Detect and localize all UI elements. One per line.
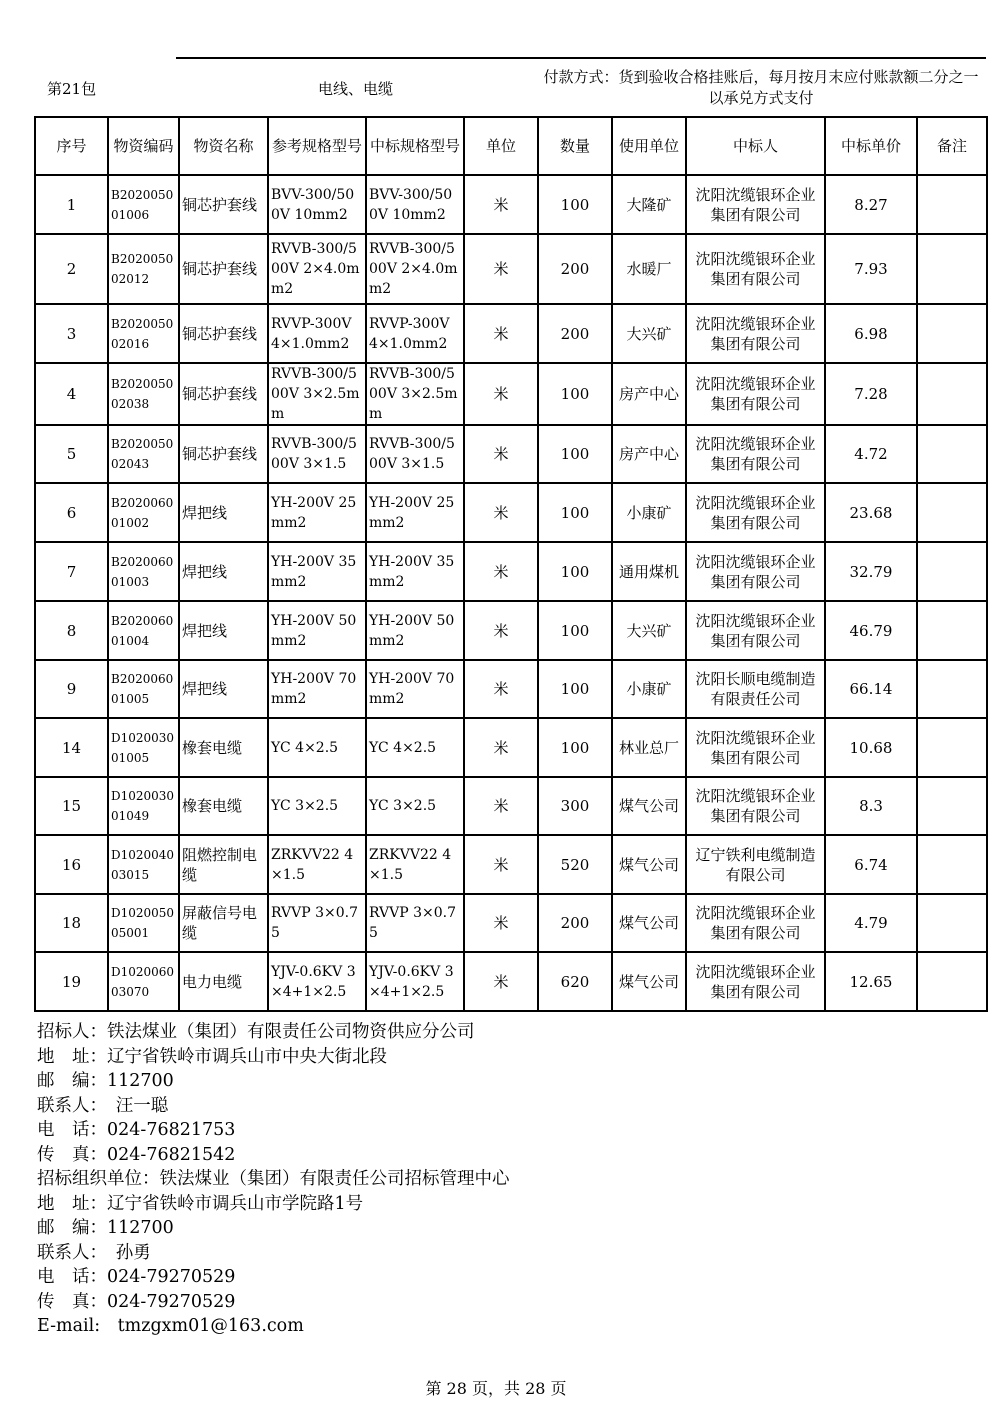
unit-price: 66.14 bbox=[825, 660, 917, 718]
winning-bidder: 沈阳沈缆银环企业集团有限公司 bbox=[686, 542, 825, 601]
contact-line: 电 话：024-76821753 bbox=[37, 1120, 236, 1140]
unit: 米 bbox=[464, 660, 538, 718]
remark bbox=[917, 234, 987, 304]
user-unit: 小康矿 bbox=[612, 660, 686, 718]
row-no: 2 bbox=[35, 234, 108, 304]
col-header-qty: 数量 bbox=[538, 117, 612, 175]
unit-price: 32.79 bbox=[825, 542, 917, 601]
winning-bidder: 沈阳沈缆银环企业集团有限公司 bbox=[686, 601, 825, 660]
user-unit: 林业总厂 bbox=[612, 718, 686, 777]
winning-bidder: 沈阳沈缆银环企业集团有限公司 bbox=[686, 425, 825, 483]
unit-price: 8.27 bbox=[825, 175, 917, 234]
unit-price: 7.93 bbox=[825, 234, 917, 304]
unit: 米 bbox=[464, 175, 538, 234]
unit: 米 bbox=[464, 718, 538, 777]
table-row bbox=[35, 718, 987, 777]
ref-spec: YJV-0.6KV 3×4+1×2.5 bbox=[268, 952, 366, 1011]
win-spec: RVVB-300/500V 2×4.0mm2 bbox=[366, 234, 464, 304]
remark bbox=[917, 483, 987, 542]
col-header-code: 物资编码 bbox=[108, 117, 179, 175]
winning-bidder: 沈阳沈缆银环企业集团有限公司 bbox=[686, 234, 825, 304]
quantity: 100 bbox=[538, 425, 612, 483]
contact-line: 招标组织单位：铁法煤业（集团）有限责任公司招标管理中心 bbox=[37, 1169, 510, 1189]
material-code: B202006001005 bbox=[108, 660, 179, 718]
contact-line: 邮 编：112700 bbox=[37, 1071, 174, 1091]
remark bbox=[917, 952, 987, 1011]
page-number: 第 28 页，共 28 页 bbox=[425, 1379, 567, 1398]
remark bbox=[917, 542, 987, 601]
user-unit: 大兴矿 bbox=[612, 601, 686, 660]
material-code: B202006001002 bbox=[108, 483, 179, 542]
user-unit: 大兴矿 bbox=[612, 304, 686, 363]
table-row bbox=[35, 304, 987, 363]
category-label: 电线、电缆 bbox=[318, 80, 394, 98]
remark bbox=[917, 304, 987, 363]
material-name: 铜芯护套线 bbox=[179, 304, 268, 363]
package-label: 第21包 bbox=[47, 80, 97, 98]
ref-spec: YH-200V 25mm2 bbox=[268, 483, 366, 542]
ref-spec: RVVB-300/500V 3×1.5 bbox=[268, 425, 366, 483]
table-row bbox=[35, 835, 987, 894]
remark bbox=[917, 894, 987, 952]
win-spec: YH-200V 70mm2 bbox=[366, 660, 464, 718]
ref-spec: ZRKVV22 4×1.5 bbox=[268, 835, 366, 894]
remark bbox=[917, 363, 987, 425]
material-name: 铜芯护套线 bbox=[179, 234, 268, 304]
material-code: B202005002012 bbox=[108, 234, 179, 304]
remark bbox=[917, 660, 987, 718]
material-code: B202005002038 bbox=[108, 363, 179, 425]
col-header-winner: 中标人 bbox=[686, 117, 825, 175]
table-row bbox=[35, 952, 987, 1011]
table-row bbox=[35, 234, 987, 304]
user-unit: 煤气公司 bbox=[612, 894, 686, 952]
contact-block bbox=[37, 1020, 510, 1339]
unit: 米 bbox=[464, 601, 538, 660]
material-name: 铜芯护套线 bbox=[179, 425, 268, 483]
unit: 米 bbox=[464, 483, 538, 542]
row-no: 15 bbox=[35, 777, 108, 835]
table-row bbox=[35, 175, 987, 234]
ref-spec: RVVB-300/500V 2×4.0mm2 bbox=[268, 234, 366, 304]
quantity: 200 bbox=[538, 304, 612, 363]
col-header-ref-spec: 参考规格型号 bbox=[268, 117, 366, 175]
win-spec: ZRKVV22 4×1.5 bbox=[366, 835, 464, 894]
row-no: 14 bbox=[35, 718, 108, 777]
unit: 米 bbox=[464, 234, 538, 304]
win-spec: YC 4×2.5 bbox=[366, 718, 464, 777]
quantity: 100 bbox=[538, 175, 612, 234]
row-no: 19 bbox=[35, 952, 108, 1011]
user-unit: 房产中心 bbox=[612, 363, 686, 425]
ref-spec: BVV-300/500V 10mm2 bbox=[268, 175, 366, 234]
contact-line: 地 址：辽宁省铁岭市调兵山市学院路1号 bbox=[37, 1193, 364, 1214]
quantity: 100 bbox=[538, 483, 612, 542]
ref-spec: YH-200V 50mm2 bbox=[268, 601, 366, 660]
unit: 米 bbox=[464, 304, 538, 363]
win-spec: BVV-300/500V 10mm2 bbox=[366, 175, 464, 234]
material-name: 铜芯护套线 bbox=[179, 175, 268, 234]
ref-spec: YC 4×2.5 bbox=[268, 718, 366, 777]
ref-spec: YH-200V 70mm2 bbox=[268, 660, 366, 718]
material-code: D102005005001 bbox=[108, 894, 179, 952]
row-no: 3 bbox=[35, 304, 108, 363]
material-name: 橡套电缆 bbox=[179, 777, 268, 835]
contact-line: 招标人：铁法煤业（集团）有限责任公司物资供应分公司 bbox=[37, 1022, 475, 1042]
contact-line: E-mail: tmzgxm01@163.com bbox=[37, 1316, 304, 1336]
material-name: 焊把线 bbox=[179, 542, 268, 601]
material-code: B202005002016 bbox=[108, 304, 179, 363]
ref-spec: RVVP-300V 4×1.0mm2 bbox=[268, 304, 366, 363]
unit-price: 7.28 bbox=[825, 363, 917, 425]
unit-price: 46.79 bbox=[825, 601, 917, 660]
col-header-no: 序号 bbox=[35, 117, 108, 175]
table-row bbox=[35, 601, 987, 660]
material-name: 电力电缆 bbox=[179, 952, 268, 1011]
win-spec: YH-200V 25mm2 bbox=[366, 483, 464, 542]
win-spec: RVVP-300V 4×1.0mm2 bbox=[366, 304, 464, 363]
material-code: D102004003015 bbox=[108, 835, 179, 894]
payment-terms: 付款方式：货到验收合格挂账后，每月按月末应付账款额二分之一以承兑方式支付 bbox=[543, 68, 979, 107]
winning-bidder: 沈阳沈缆银环企业集团有限公司 bbox=[686, 777, 825, 835]
quantity: 300 bbox=[538, 777, 612, 835]
table-row bbox=[35, 542, 987, 601]
quantity: 100 bbox=[538, 718, 612, 777]
remark bbox=[917, 777, 987, 835]
table-row bbox=[35, 363, 987, 425]
unit-price: 4.79 bbox=[825, 894, 917, 952]
row-no: 4 bbox=[35, 363, 108, 425]
unit: 米 bbox=[464, 894, 538, 952]
header-rule bbox=[176, 57, 986, 59]
quantity: 100 bbox=[538, 601, 612, 660]
contact-line: 联系人： 孙勇 bbox=[37, 1242, 151, 1263]
user-unit: 小康矿 bbox=[612, 483, 686, 542]
remark bbox=[917, 601, 987, 660]
remark bbox=[917, 835, 987, 894]
win-spec: YH-200V 35mm2 bbox=[366, 542, 464, 601]
bid-result-table bbox=[34, 116, 988, 1012]
unit: 米 bbox=[464, 777, 538, 835]
material-name: 焊把线 bbox=[179, 483, 268, 542]
remark bbox=[917, 175, 987, 234]
row-no: 16 bbox=[35, 835, 108, 894]
contact-line: 传 真：024-76821542 bbox=[37, 1144, 236, 1165]
unit: 米 bbox=[464, 363, 538, 425]
win-spec: RVVB-300/500V 3×2.5mm bbox=[366, 363, 464, 425]
material-code: D102003001049 bbox=[108, 777, 179, 835]
unit-price: 12.65 bbox=[825, 952, 917, 1011]
remark bbox=[917, 425, 987, 483]
winning-bidder: 沈阳沈缆银环企业集团有限公司 bbox=[686, 483, 825, 542]
material-name: 屏蔽信号电缆 bbox=[179, 894, 268, 952]
material-code: B202006001003 bbox=[108, 542, 179, 601]
row-no: 6 bbox=[35, 483, 108, 542]
quantity: 200 bbox=[538, 894, 612, 952]
col-header-note: 备注 bbox=[917, 117, 987, 175]
quantity: 200 bbox=[538, 234, 612, 304]
material-code: B202005001006 bbox=[108, 175, 179, 234]
unit-price: 8.3 bbox=[825, 777, 917, 835]
quantity: 100 bbox=[538, 660, 612, 718]
winning-bidder: 沈阳沈缆银环企业集团有限公司 bbox=[686, 718, 825, 777]
col-header-name: 物资名称 bbox=[179, 117, 268, 175]
material-name: 铜芯护套线 bbox=[179, 363, 268, 425]
row-no: 9 bbox=[35, 660, 108, 718]
user-unit: 房产中心 bbox=[612, 425, 686, 483]
winning-bidder: 沈阳沈缆银环企业集团有限公司 bbox=[686, 175, 825, 234]
winning-bidder: 辽宁铁利电缆制造有限公司 bbox=[686, 835, 825, 894]
col-header-price: 中标单价 bbox=[825, 117, 917, 175]
material-code: D102003001005 bbox=[108, 718, 179, 777]
unit: 米 bbox=[464, 835, 538, 894]
table-row bbox=[35, 425, 987, 483]
col-header-win-spec: 中标规格型号 bbox=[366, 117, 464, 175]
material-name: 橡套电缆 bbox=[179, 718, 268, 777]
win-spec: RVVP 3×0.75 bbox=[366, 894, 464, 952]
contact-line: 联系人： 汪一聪 bbox=[37, 1095, 169, 1116]
user-unit: 大隆矿 bbox=[612, 175, 686, 234]
col-header-user: 使用单位 bbox=[612, 117, 686, 175]
contact-line: 地 址：辽宁省铁岭市调兵山市中央大街北段 bbox=[37, 1046, 387, 1067]
row-no: 5 bbox=[35, 425, 108, 483]
row-no: 18 bbox=[35, 894, 108, 952]
material-code: B202005002043 bbox=[108, 425, 179, 483]
table-header-row bbox=[35, 117, 987, 175]
contact-line: 传 真：024-79270529 bbox=[37, 1291, 236, 1312]
ref-spec: YC 3×2.5 bbox=[268, 777, 366, 835]
user-unit: 水暖厂 bbox=[612, 234, 686, 304]
winning-bidder: 沈阳长顺电缆制造有限责任公司 bbox=[686, 660, 825, 718]
ref-spec: RVVP 3×0.75 bbox=[268, 894, 366, 952]
win-spec: YH-200V 50mm2 bbox=[366, 601, 464, 660]
win-spec: YJV-0.6KV 3×4+1×2.5 bbox=[366, 952, 464, 1011]
win-spec: RVVB-300/500V 3×1.5 bbox=[366, 425, 464, 483]
row-no: 8 bbox=[35, 601, 108, 660]
table-row bbox=[35, 660, 987, 718]
win-spec: YC 3×2.5 bbox=[366, 777, 464, 835]
table-row bbox=[35, 777, 987, 835]
quantity: 100 bbox=[538, 363, 612, 425]
unit-price: 6.74 bbox=[825, 835, 917, 894]
material-name: 焊把线 bbox=[179, 601, 268, 660]
unit: 米 bbox=[464, 542, 538, 601]
user-unit: 煤气公司 bbox=[612, 952, 686, 1011]
material-code: D102006003070 bbox=[108, 952, 179, 1011]
winning-bidder: 沈阳沈缆银环企业集团有限公司 bbox=[686, 304, 825, 363]
unit-price: 23.68 bbox=[825, 483, 917, 542]
quantity: 620 bbox=[538, 952, 612, 1011]
row-no: 1 bbox=[35, 175, 108, 234]
user-unit: 煤气公司 bbox=[612, 835, 686, 894]
ref-spec: RVVB-300/500V 3×2.5mm bbox=[268, 363, 366, 425]
contact-line: 邮 编：112700 bbox=[37, 1218, 174, 1238]
quantity: 100 bbox=[538, 542, 612, 601]
table-row bbox=[35, 483, 987, 542]
material-code: B202006001004 bbox=[108, 601, 179, 660]
ref-spec: YH-200V 35mm2 bbox=[268, 542, 366, 601]
unit-price: 10.68 bbox=[825, 718, 917, 777]
table-row bbox=[35, 894, 987, 952]
unit-price: 6.98 bbox=[825, 304, 917, 363]
quantity: 520 bbox=[538, 835, 612, 894]
unit-price: 4.72 bbox=[825, 425, 917, 483]
winning-bidder: 沈阳沈缆银环企业集团有限公司 bbox=[686, 952, 825, 1011]
unit: 米 bbox=[464, 952, 538, 1011]
material-name: 焊把线 bbox=[179, 660, 268, 718]
winning-bidder: 沈阳沈缆银环企业集团有限公司 bbox=[686, 894, 825, 952]
unit: 米 bbox=[464, 425, 538, 483]
row-no: 7 bbox=[35, 542, 108, 601]
winning-bidder: 沈阳沈缆银环企业集团有限公司 bbox=[686, 363, 825, 425]
user-unit: 通用煤机 bbox=[612, 542, 686, 601]
material-name: 阻燃控制电缆 bbox=[179, 835, 268, 894]
contact-line: 电 话：024-79270529 bbox=[37, 1267, 236, 1287]
remark bbox=[917, 718, 987, 777]
col-header-unit: 单位 bbox=[464, 117, 538, 175]
user-unit: 煤气公司 bbox=[612, 777, 686, 835]
